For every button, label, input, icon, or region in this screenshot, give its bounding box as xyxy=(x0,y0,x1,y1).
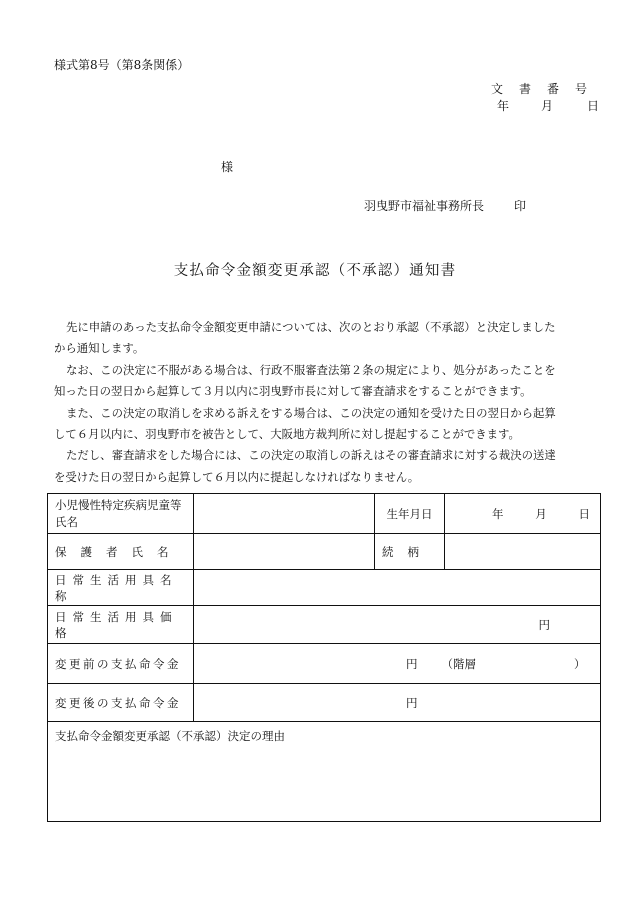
form-number: 様式第8号（第8条関係） xyxy=(54,58,190,72)
issue-year: 年 xyxy=(497,99,510,113)
equipment-name-label: 日常生活用具名称 xyxy=(48,570,194,606)
table-row xyxy=(48,644,601,684)
body-line: ただし、審査請求をした場合には、この決定の取消しの訴えはその審査請求に対する裁決の送達 xyxy=(66,448,556,463)
form-table xyxy=(47,493,601,822)
birthdate-label: 生年月日 xyxy=(375,494,445,534)
yen-unit: 円 xyxy=(406,695,418,710)
sender-name: 羽曳野市福祉事務所長 xyxy=(364,199,485,213)
after-amount-field[interactable] xyxy=(194,684,601,722)
body-line: 知った日の翌日から起算して３月以内に羽曳野市長に対して審査請求をすることができます。 xyxy=(54,384,532,399)
table-row xyxy=(48,606,601,644)
after-amount-label: 変更後の支払命令金 xyxy=(48,684,194,722)
guardian-field[interactable] xyxy=(194,534,375,570)
yen-unit: 円 xyxy=(538,617,550,632)
child-name-field[interactable] xyxy=(194,494,375,534)
body-line: また、この決定の取消しを求める訴えをする場合は、この決定の通知を受けた日の翌日から起算 xyxy=(66,405,556,420)
document-title: 支払命令金額変更承認（不承認）通知書 xyxy=(173,263,457,279)
birth-day: 日 xyxy=(578,506,590,521)
issue-day: 日 xyxy=(587,99,600,113)
table-row xyxy=(48,570,601,606)
birthdate-field[interactable] xyxy=(445,494,601,534)
birth-month: 月 xyxy=(535,506,547,521)
body-line: から通知します。 xyxy=(54,341,145,356)
document-number-label: 文書番号 xyxy=(491,82,604,96)
child-name-label: 小児慢性特定疾病児童等氏名 xyxy=(48,494,194,534)
equipment-price-label: 日常生活用具価格 xyxy=(48,606,194,644)
table-row xyxy=(48,684,601,722)
reason-field[interactable] xyxy=(48,722,601,822)
body-line: 先に申請のあった支払命令金額変更申請については、次のとおり承認（不承認）と決定しました xyxy=(66,320,556,334)
yen-unit: 円 xyxy=(406,656,418,671)
table-row xyxy=(48,722,601,822)
tier-close: ） xyxy=(574,656,586,671)
seal-mark: 印 xyxy=(514,199,527,213)
relation-field[interactable] xyxy=(445,534,601,570)
body-line: して６月以内に、羽曳野市を被告として、大阪地方裁判所に対し提起することができます。 xyxy=(54,427,520,442)
addressee: 様 xyxy=(221,160,234,174)
before-amount-label: 変更前の支払命令金 xyxy=(48,644,194,684)
table-row xyxy=(48,494,601,534)
equipment-name-field[interactable] xyxy=(194,570,601,606)
sender xyxy=(364,197,526,214)
tier-label: （階層 xyxy=(441,656,476,671)
issue-month: 月 xyxy=(541,99,554,113)
equipment-price-field[interactable] xyxy=(194,606,601,644)
reason-label: 支払命令金額変更承認（不承認）決定の理由 xyxy=(55,729,285,743)
before-amount-field[interactable] xyxy=(194,644,601,684)
body-line: を受けた日の翌日から起算して６月以内に提起しなければなりません。 xyxy=(54,469,420,484)
issue-date xyxy=(497,97,599,114)
table-row xyxy=(48,534,601,570)
body-text xyxy=(54,317,604,488)
relation-label: 続柄 xyxy=(375,534,445,570)
guardian-label: 保護者氏名 xyxy=(48,534,194,570)
body-line: なお、この決定に不服がある場合は、行政不服審査法第２条の規定により、処分があったことを xyxy=(66,362,556,377)
birth-year: 年 xyxy=(492,506,504,521)
